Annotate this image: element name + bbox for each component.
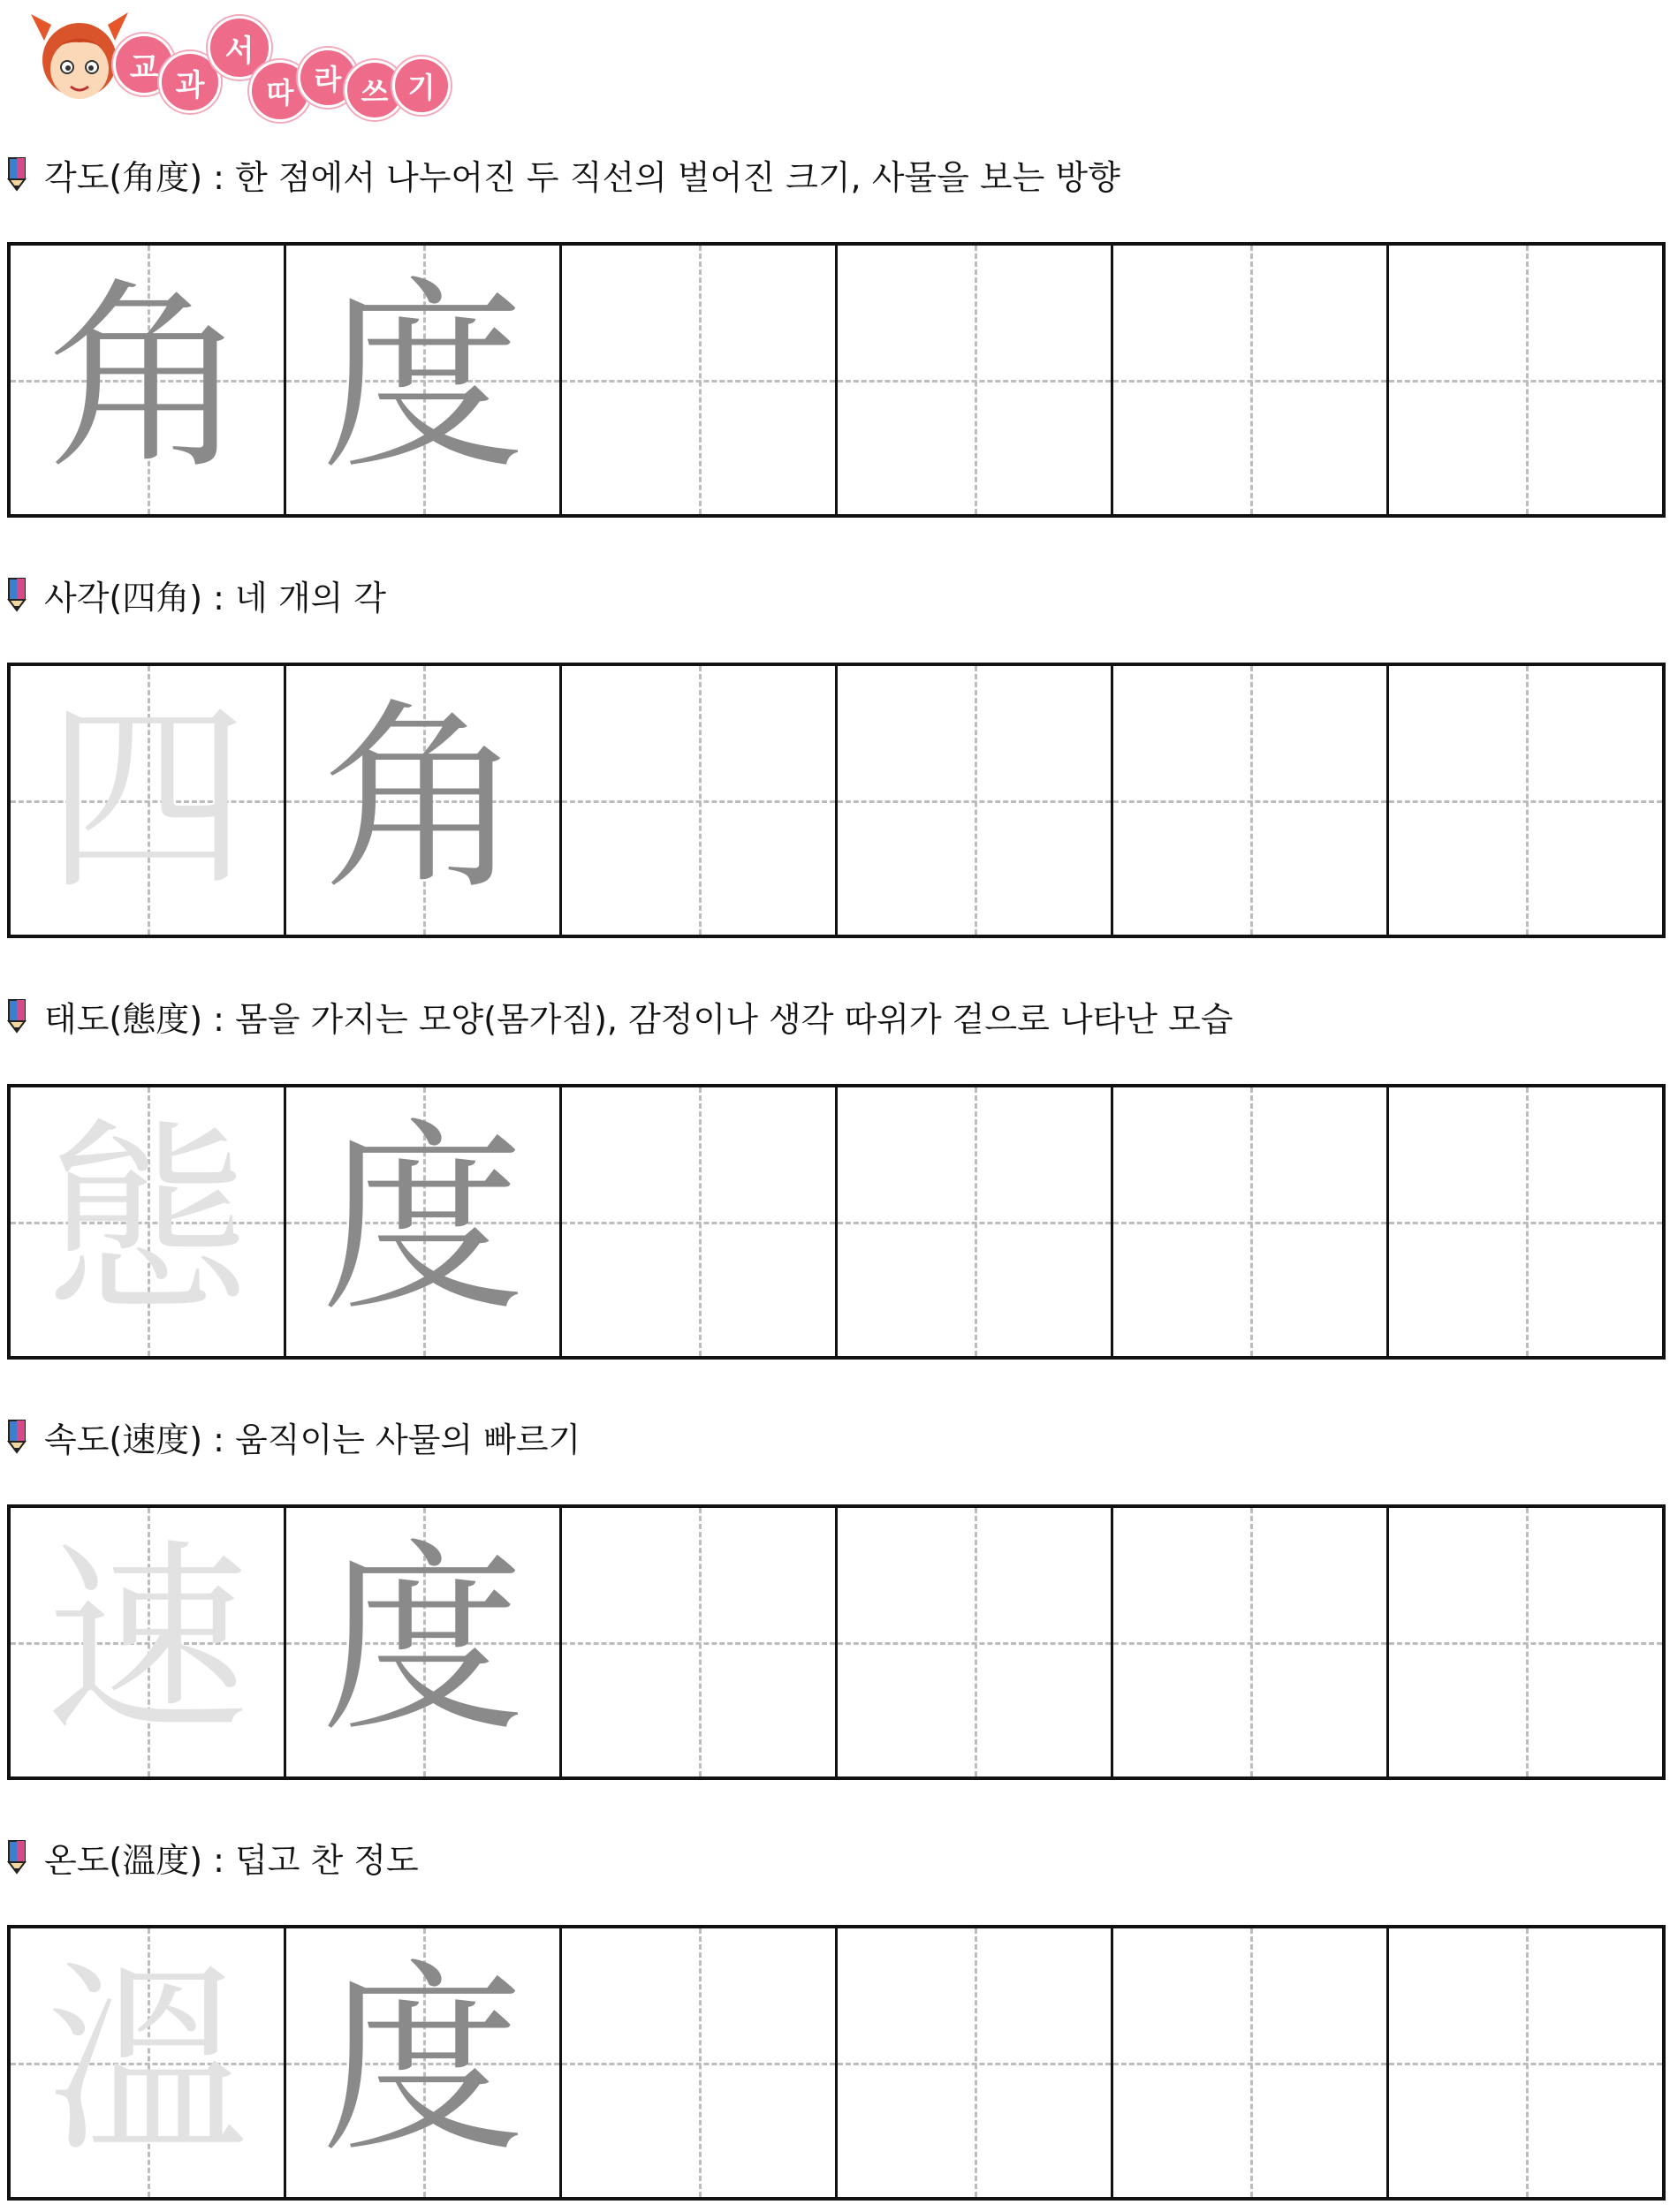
practice-cell[interactable] — [1389, 1928, 1662, 2197]
practice-cell[interactable] — [562, 1087, 838, 1356]
practice-grid-4 — [7, 1504, 1666, 1780]
title-char-6: 쓰 — [345, 60, 405, 120]
section-heading-1 — [7, 152, 1120, 196]
section-heading-text: 태도(態度) : 몸을 가지는 모양(몸가짐), 감정이나 생각 따위가 겉으로 나타난 모습 — [44, 999, 1234, 1039]
practice-cell[interactable] — [1113, 1087, 1389, 1356]
practice-grid-3 — [7, 1084, 1666, 1360]
title-char-3: 서 — [208, 16, 271, 80]
practice-cell[interactable] — [562, 1928, 838, 2197]
horizontal-guide-line — [1113, 800, 1386, 803]
model-cell — [286, 1087, 562, 1356]
section-heading-4 — [7, 1414, 581, 1458]
model-cell — [11, 246, 286, 514]
title-char-2: 과 — [159, 51, 221, 113]
horizontal-guide-line — [838, 2063, 1111, 2065]
section-heading-2 — [7, 572, 386, 617]
section-heading-5 — [7, 1835, 419, 1879]
practice-cell[interactable] — [562, 246, 838, 514]
model-hanja-char: 溫 — [45, 1944, 249, 2180]
model-cell — [11, 666, 286, 935]
model-hanja-char: 度 — [321, 1524, 525, 1760]
horizontal-guide-line — [562, 1642, 835, 1645]
title-char-5: 라 — [298, 48, 358, 108]
horizontal-guide-line — [838, 800, 1111, 803]
practice-grid-2 — [7, 663, 1666, 938]
horizontal-guide-line — [838, 380, 1111, 383]
practice-cell[interactable] — [1389, 1087, 1662, 1356]
practice-cell[interactable] — [1113, 246, 1389, 514]
model-cell — [11, 1508, 286, 1776]
horizontal-guide-line — [562, 1222, 835, 1224]
practice-cell[interactable] — [1113, 666, 1389, 935]
section-heading-3 — [7, 994, 1234, 1038]
practice-cell[interactable] — [1389, 1508, 1662, 1776]
model-hanja-char: 度 — [321, 261, 525, 497]
model-hanja-char: 態 — [45, 1103, 249, 1339]
horizontal-guide-line — [562, 800, 835, 803]
pencil-icon — [7, 577, 27, 612]
practice-grid-5 — [7, 1925, 1666, 2201]
horizontal-guide-line — [1389, 380, 1662, 383]
title-char-4: 따 — [249, 60, 311, 122]
horizontal-guide-line — [1389, 1642, 1662, 1645]
practice-cell[interactable] — [838, 246, 1113, 514]
model-cell — [11, 1928, 286, 2197]
practice-grid-1 — [7, 242, 1666, 518]
horizontal-guide-line — [838, 1642, 1111, 1645]
practice-cell[interactable] — [562, 1508, 838, 1776]
horizontal-guide-line — [1113, 1642, 1386, 1645]
practice-cell[interactable] — [1113, 1508, 1389, 1776]
practice-cell[interactable] — [838, 1508, 1113, 1776]
model-hanja-char: 速 — [45, 1524, 249, 1760]
pencil-icon — [7, 156, 27, 192]
model-hanja-char: 度 — [321, 1103, 525, 1339]
pencil-icon — [7, 1419, 27, 1454]
horizontal-guide-line — [562, 380, 835, 383]
practice-cell[interactable] — [1389, 246, 1662, 514]
practice-cell[interactable] — [838, 666, 1113, 935]
title-char-7: 기 — [392, 57, 451, 115]
model-hanja-char: 度 — [321, 1944, 525, 2180]
practice-cell[interactable] — [1389, 666, 1662, 935]
practice-cell[interactable] — [838, 1928, 1113, 2197]
horizontal-guide-line — [1113, 380, 1386, 383]
model-cell — [11, 1087, 286, 1356]
practice-cell[interactable] — [838, 1087, 1113, 1356]
horizontal-guide-line — [1389, 2063, 1662, 2065]
horizontal-guide-line — [1389, 800, 1662, 803]
model-cell — [286, 1508, 562, 1776]
title-char-1: 교 — [113, 34, 175, 95]
section-heading-text: 사각(四角) : 네 개의 각 — [44, 578, 387, 617]
practice-cell[interactable] — [1113, 1928, 1389, 2197]
practice-cell[interactable] — [562, 666, 838, 935]
model-hanja-char: 角 — [45, 261, 249, 497]
model-cell — [286, 666, 562, 935]
header-logo — [27, 5, 486, 120]
pencil-icon — [7, 1839, 27, 1875]
horizontal-guide-line — [562, 2063, 835, 2065]
horizontal-guide-line — [838, 1222, 1111, 1224]
pencil-icon — [7, 998, 27, 1034]
model-cell — [286, 1928, 562, 2197]
section-heading-text: 속도(速度) : 움직이는 사물의 빠르기 — [44, 1420, 581, 1459]
horizontal-guide-line — [1113, 2063, 1386, 2065]
model-hanja-char: 角 — [321, 682, 525, 918]
section-heading-text: 각도(角度) : 한 점에서 나누어진 두 직선의 벌어진 크기, 사물을 보는 방향 — [44, 157, 1120, 197]
horizontal-guide-line — [1113, 1222, 1386, 1224]
horizontal-guide-line — [1389, 1222, 1662, 1224]
section-heading-text: 온도(溫度) : 덥고 찬 정도 — [44, 1840, 419, 1880]
model-cell — [286, 246, 562, 514]
model-hanja-char: 四 — [45, 682, 249, 918]
